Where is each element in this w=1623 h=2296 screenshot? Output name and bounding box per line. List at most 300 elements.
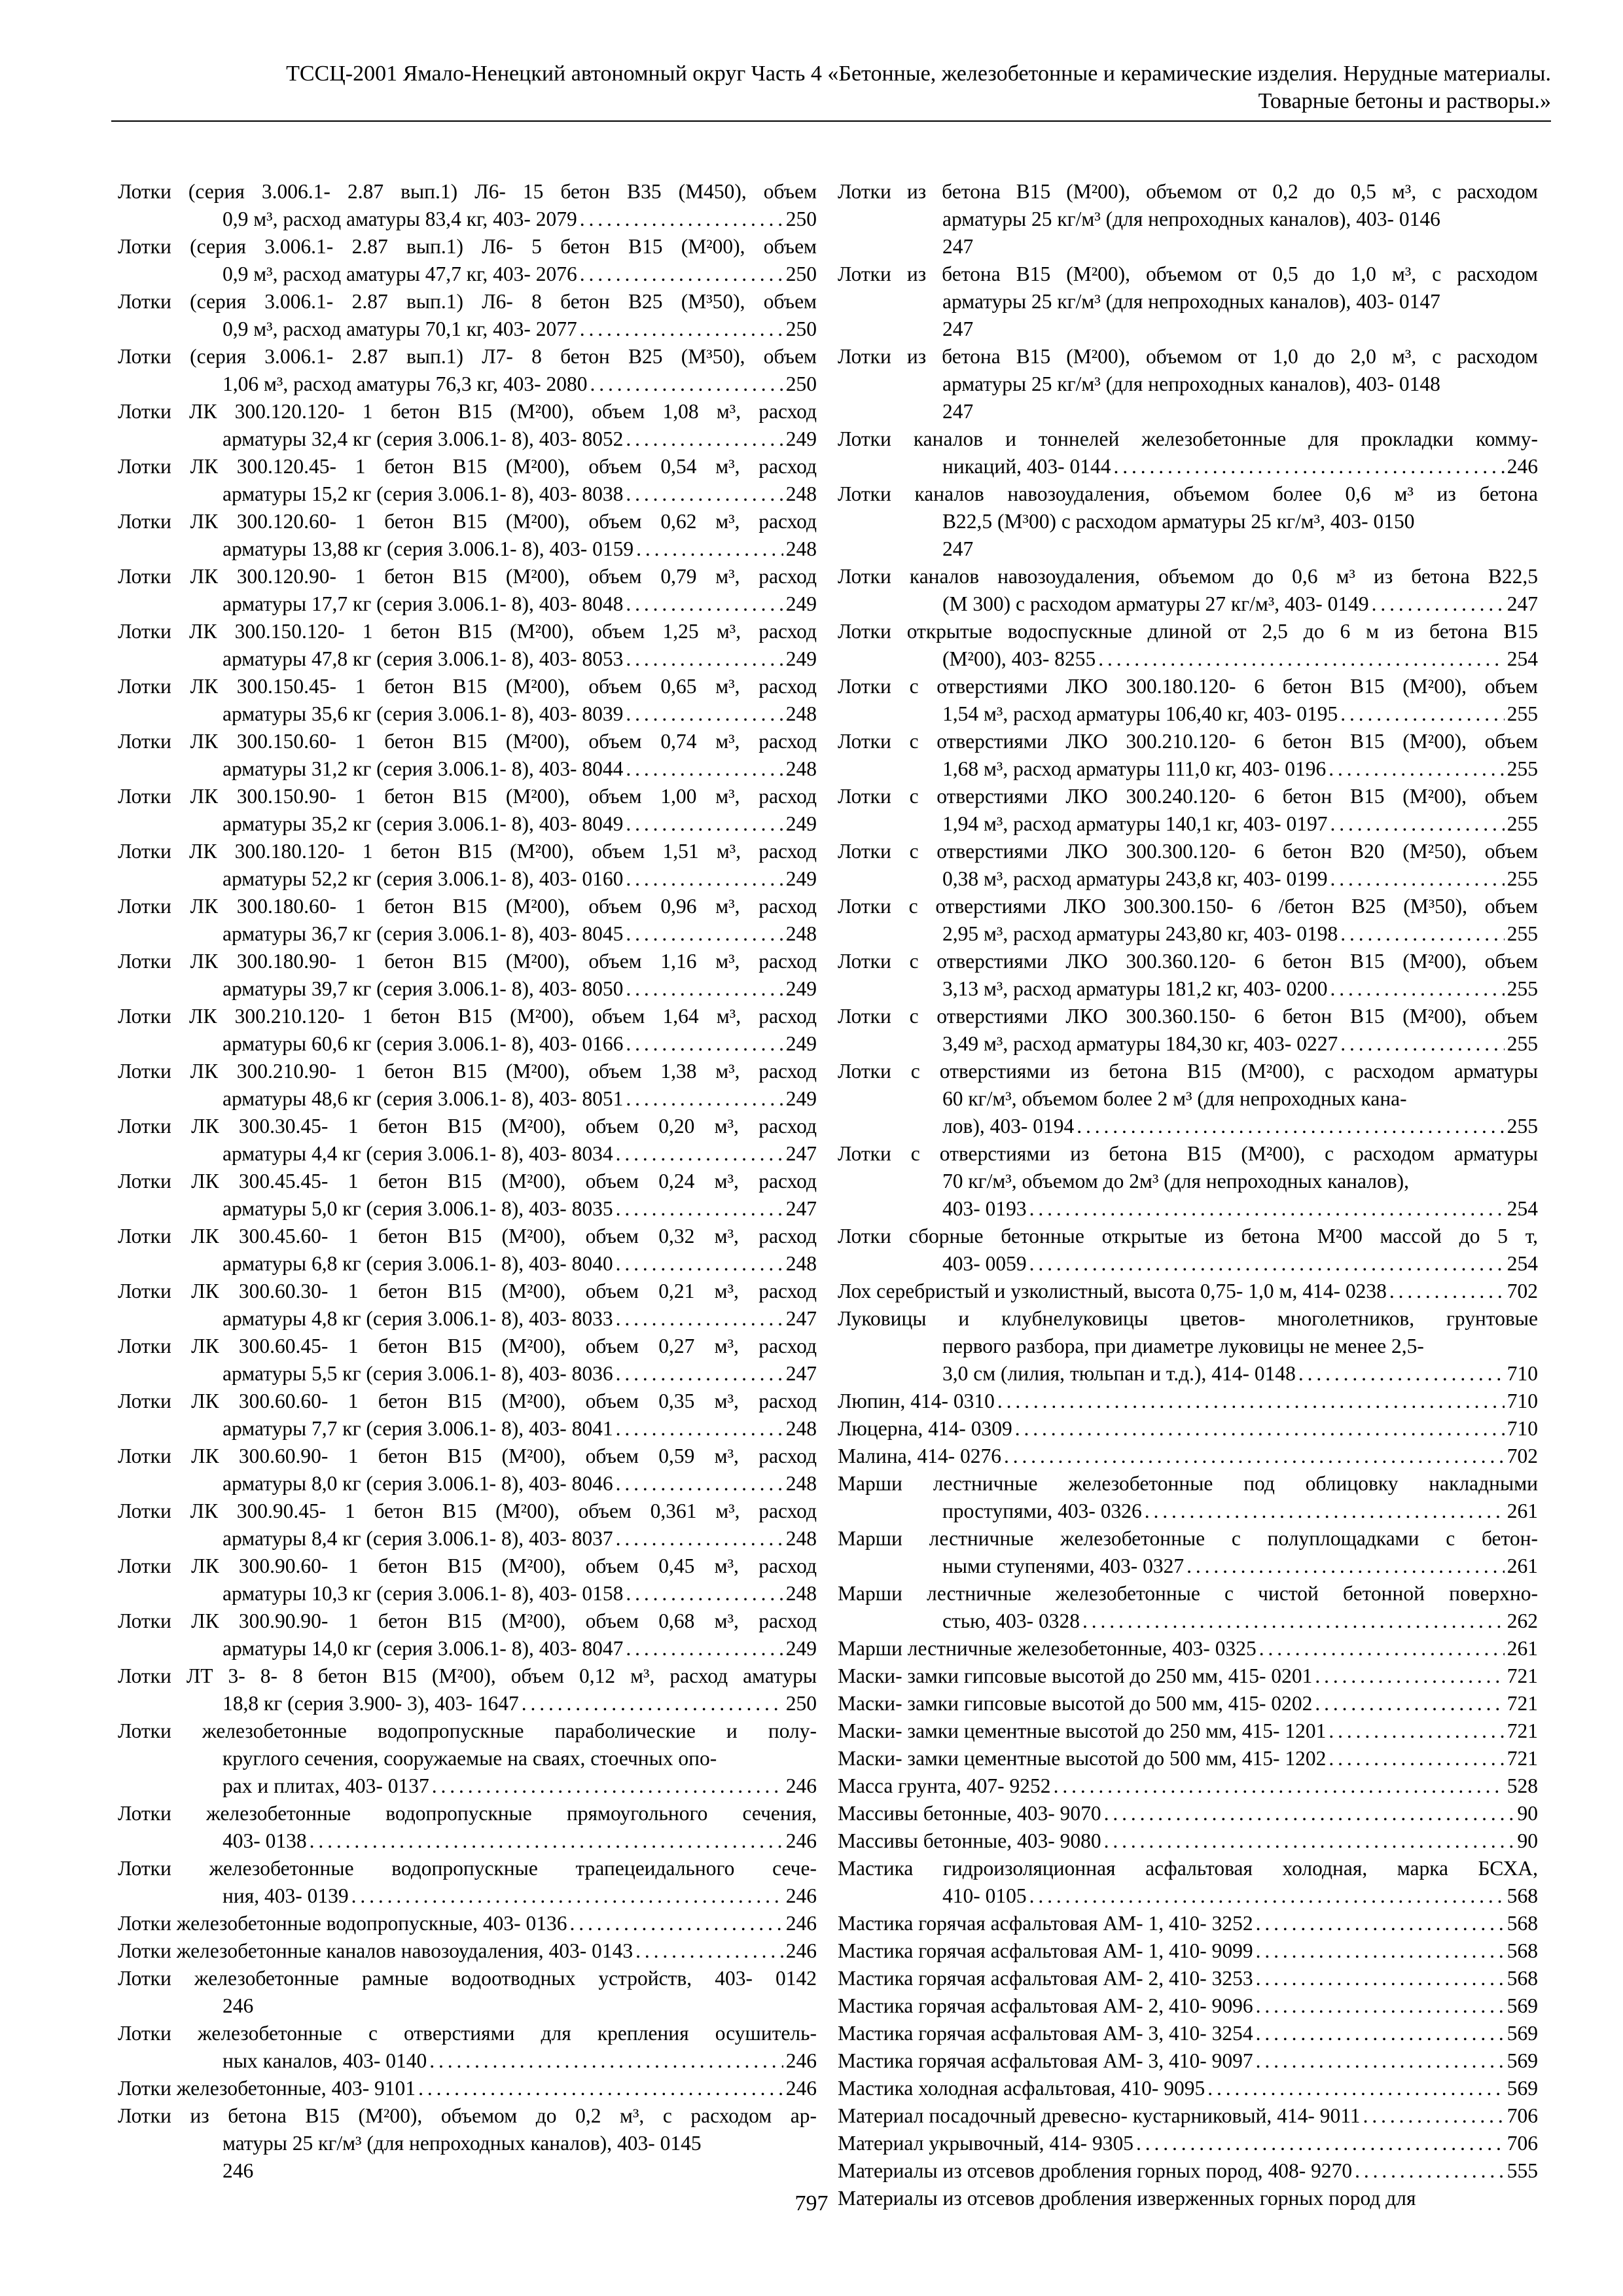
entry-continuation (118, 755, 817, 783)
entry-text: Лотки (серия 3.006.1- 2.87 вып.1) Л6- 15 бетон В35 (М450), объем (118, 180, 817, 203)
entry-page: 254 (1507, 1252, 1538, 1275)
entry-page: 568 (1507, 1967, 1538, 1990)
leader-dots (616, 1470, 783, 1498)
index-entry (838, 1772, 1538, 1800)
entry-page: 569 (1507, 2049, 1538, 2072)
leader-dots (1082, 1607, 1505, 1635)
entry-text: рах и плитах, 403- 0137 (223, 1774, 429, 1797)
entry-text: Лотки ЛК 300.60.90- 1 бетон В15 (М²00), объем 0,59 м³, расход (118, 1444, 817, 1467)
index-entry (118, 2020, 817, 2075)
leader-dots (626, 1635, 783, 1662)
entry-text: 0,9 м³, расход аматуры 47,7 кг, 403- 2076 (223, 262, 577, 285)
entry-text: 0,9 м³, расход аматуры 70,1 кг, 403- 2077 (223, 317, 577, 340)
leader-dots (626, 645, 783, 673)
entry-text: Мастика горячая асфальтовая АМ- 3, 410- 3254 (838, 2022, 1253, 2045)
entry-text: Лотки ЛК 300.60.30- 1 бетон В15 (М²00), объем 0,21 м³, расход (118, 1280, 817, 1302)
entry-text: арматуры 25 кг/м³ (для непроходных каналов), 403- 0146 (942, 207, 1440, 230)
entry-line (838, 1772, 1538, 1800)
entry-continuation (118, 315, 817, 343)
entry-text: Лотки каналов навозоудаления, объемом более 0,6 м³ из бетона (838, 482, 1538, 505)
entry-page: 261 (1507, 1499, 1538, 1522)
index-entry (118, 1552, 817, 1607)
index-entry (118, 398, 817, 453)
entry-text: Мастика горячая асфальтовая АМ- 3, 410- 9097 (838, 2049, 1253, 2072)
entry-text: (М²00), 403- 8255 (942, 647, 1096, 670)
leader-dots (616, 1250, 783, 1278)
entry-text: Лотки с отверстиями из бетона В15 (М²00), с расходом арматуры (838, 1142, 1538, 1165)
entry-page: 249 (785, 427, 817, 450)
entry-text: Лотки ЛК 300.210.120- 1 бетон В15 (М²00), объем 1,64 м³, расход (118, 1005, 817, 1028)
entry-text: Лотки сборные бетонные открытые из бетона М²00 массой до 5 т, (838, 1225, 1538, 1247)
entry-text: Лотки ЛК 300.90.45- 1 бетон В15 (М²00), объем 0,361 м³, расход (118, 1499, 817, 1522)
index-column-left (118, 178, 817, 2185)
entry-text: (М 300) с расходом арматуры 27 кг/м³, 403- 0149 (942, 592, 1369, 615)
entry-text: Лотки из бетона В15 (М²00), объемом от 0,2 до 0,5 м³, с расходом (838, 180, 1538, 203)
index-entry (118, 453, 817, 508)
entry-text: Маски- замки цементные высотой до 250 мм, 415- 1201 (838, 1719, 1327, 1742)
leader-dots (1256, 1910, 1505, 1937)
leader-dots (1315, 1662, 1504, 1690)
index-entry (838, 1443, 1538, 1470)
entry-page: 255 (1507, 1032, 1538, 1055)
entry-line (118, 1910, 817, 1937)
entry-text: Лотки с отверстиями ЛКО 300.300.120- 6 бетон В20 (М²50), объем (838, 840, 1538, 863)
entry-text: Маски- замки цементные высотой до 500 мм, 415- 1202 (838, 1747, 1327, 1770)
entry-text: 3,13 м³, расход арматуры 181,2 кг, 403- 0200 (942, 977, 1328, 1000)
entry-text: Лотки железобетонные, 403- 9101 (118, 2077, 416, 2100)
entry-page: 246 (785, 1939, 817, 1962)
entry-text: Лотки ЛК 300.120.45- 1 бетон В15 (М²00), объем 0,54 м³, расход (118, 455, 817, 478)
entry-continuation (118, 260, 817, 288)
entry-continuation (838, 508, 1538, 535)
entry-text: Лотки ЛК 300.180.60- 1 бетон В15 (М²00), объем 0,96 м³, расход (118, 895, 817, 918)
leader-dots (580, 315, 783, 343)
entry-page: 250 (785, 262, 817, 285)
entry-text: Лотки с отверстиями ЛКО 300.180.120- 6 бетон В15 (М²00), объем (838, 675, 1538, 698)
entry-page: 248 (785, 1527, 817, 1550)
leader-dots (626, 975, 783, 1003)
index-entry (838, 2047, 1538, 2075)
index-entry (838, 1690, 1538, 1717)
entry-line (838, 2047, 1538, 2075)
entry-text: Лотки ЛК 300.210.90- 1 бетон В15 (М²00), объем 1,38 м³, расход (118, 1060, 817, 1083)
entry-text: 0,38 м³, расход арматуры 243,8 кг, 403- 0199 (942, 867, 1328, 890)
entry-text: Лотки с отверстиями ЛКО 300.240.120- 6 бетон В15 (М²00), объем (838, 785, 1538, 808)
leader-dots (1329, 1745, 1504, 1772)
entry-page: 247 (1507, 592, 1538, 615)
entry-line (838, 1827, 1538, 1855)
entry-text: Лотки железобетонные каналов навозоудаления, 403- 0143 (118, 1939, 633, 1962)
entry-text: Лотки с отверстиями ЛКО 300.210.120- 6 бетон В15 (М²00), объем (838, 730, 1538, 753)
entry-text: Материалы из отсевов дробления горных пород, 408- 9270 (838, 2159, 1353, 2182)
entry-continuation (118, 1030, 817, 1058)
entry-continuation (838, 920, 1538, 948)
running-header (111, 60, 1551, 115)
entry-text: Лотки (серия 3.006.1- 2.87 вып.1) Л7- 8 бетон В25 (М³50), объем (118, 345, 817, 368)
entry-text: арматуры 35,2 кг (серия 3.006.1- 8), 403- 8049 (223, 812, 624, 835)
entry-text: арматуры 5,5 кг (серия 3.006.1- 8), 403- 8036 (223, 1362, 613, 1385)
index-entry (838, 618, 1538, 673)
leader-dots (626, 1085, 783, 1113)
entry-page: 248 (785, 537, 817, 560)
index-entry (838, 948, 1538, 1003)
entry-page: 247 (942, 400, 974, 423)
entry-text: Лотки ЛТ 3- 8- 8 бетон В15 (М²00), объем 0,12 м³, расход аматуры (118, 1664, 817, 1687)
entry-text: арматуры 36,7 кг (серия 3.006.1- 8), 403- 8045 (223, 922, 624, 945)
leader-dots (1340, 920, 1504, 948)
entry-text: Марши лестничные железобетонные с чистой бетонной поверхно- (838, 1582, 1538, 1605)
leader-dots (522, 1690, 783, 1717)
entry-text: арматуры 10,3 кг (серия 3.006.1- 8), 403- 0158 (223, 1582, 624, 1605)
entry-text: круглого сечения, сооружаемые на сваях, стоечных опо- (223, 1747, 717, 1770)
entry-continuation (118, 920, 817, 948)
leader-dots (635, 1937, 783, 1965)
index-entry (118, 1937, 817, 1965)
entry-page: 246 (785, 1829, 817, 1852)
index-entry (838, 1415, 1538, 1443)
entry-text: арматуры 32,4 кг (серия 3.006.1- 8), 403- 8052 (223, 427, 624, 450)
leader-dots (429, 2047, 783, 2075)
entry-text: В22,5 (М³00) с расходом арматуры 25 кг/м³, 403- 0150 (942, 510, 1415, 533)
index-entry (118, 343, 817, 398)
leader-dots (1256, 1965, 1505, 1992)
leader-dots (1330, 865, 1505, 893)
entry-continuation (838, 1085, 1538, 1113)
entry-page: 248 (785, 757, 817, 780)
entry-continuation (118, 2047, 817, 2075)
leader-dots (1077, 1113, 1505, 1140)
entry-continuation (118, 645, 817, 673)
entry-line (838, 1690, 1538, 1717)
entry-line (838, 1278, 1538, 1305)
entry-continuation (838, 645, 1538, 673)
index-entry (838, 343, 1538, 425)
leader-dots (1315, 1690, 1504, 1717)
entry-text: Люпин, 414- 0310 (838, 1390, 995, 1412)
entry-text: 1,94 м³, расход арматуры 140,1 кг, 403- 0197 (942, 812, 1328, 835)
entry-line (838, 1965, 1538, 1992)
entry-continuation (838, 865, 1538, 893)
entry-text: 0,9 м³, расход аматуры 83,4 кг, 403- 2079 (223, 207, 577, 230)
entry-page: 555 (1507, 2159, 1538, 2182)
entry-text: Малина, 414- 0276 (838, 1444, 1002, 1467)
entry-text: 403- 0193 (942, 1197, 1027, 1220)
leader-dots (626, 755, 783, 783)
entry-page: 528 (1507, 1774, 1538, 1797)
entry-page: 249 (785, 867, 817, 890)
index-entry (838, 1662, 1538, 1690)
entry-text: Лотки (серия 3.006.1- 2.87 вып.1) Л6- 8 бетон В25 (М³50), объем (118, 290, 817, 313)
entry-continuation (118, 865, 817, 893)
leader-dots (997, 1388, 1505, 1415)
entry-text: Материал укрывочный, 414- 9305 (838, 2132, 1134, 2155)
entry-text: 1,54 м³, расход арматуры 106,40 кг, 403- 0195 (942, 702, 1338, 725)
entry-text: арматуры 25 кг/м³ (для непроходных каналов), 403- 0148 (942, 372, 1440, 395)
entry-line (838, 2075, 1538, 2102)
entry-text: Лотки открытые водоспускные длиной от 2,5 до 6 м из бетона В15 (838, 620, 1538, 643)
entry-page: 247 (942, 317, 974, 340)
index-entry (838, 1965, 1538, 1992)
entry-text: Лотки железобетонные водопропускные трапецеидального сече- (118, 1857, 817, 1880)
entry-text: лов), 403- 0194 (942, 1115, 1075, 1138)
entry-line (838, 1992, 1538, 2020)
entry-text: Лотки железобетонные водопропускные, 403- 0136 (118, 1912, 567, 1935)
entry-text: Лотки с отверстиями ЛКО 300.300.150- 6 /бетон В25 (М³50), объем (838, 895, 1538, 918)
entry-page: 710 (1507, 1417, 1538, 1440)
leader-dots (580, 260, 783, 288)
index-entry (838, 1827, 1538, 1855)
entry-text: арматуры 47,8 кг (серия 3.006.1- 8), 403- 8053 (223, 647, 624, 670)
entry-page: 249 (785, 1032, 817, 1055)
entry-text: Лотки ЛК 300.90.90- 1 бетон В15 (М²00), объем 0,68 м³, расход (118, 1609, 817, 1632)
entry-page: 261 (1507, 1637, 1538, 1660)
entry-text: Массивы бетонные, 403- 9080 (838, 1829, 1101, 1852)
index-entry (838, 673, 1538, 728)
entry-text: Марши лестничные железобетонные с полуплощадками с бетон- (838, 1527, 1538, 1550)
entry-continuation (118, 370, 817, 398)
entry-page: 247 (785, 1197, 817, 1220)
entry-text: никаций, 403- 0144 (942, 455, 1111, 478)
entry-continuation (118, 590, 817, 618)
index-entry (838, 1525, 1538, 1580)
leader-dots (626, 700, 783, 728)
entry-text: 60 кг/м³, объемом более 2 м³ (для непроходных кана- (942, 1087, 1407, 1110)
entry-text: арматуры 35,6 кг (серия 3.006.1- 8), 403- 8039 (223, 702, 624, 725)
entry-page: 249 (785, 977, 817, 1000)
entry-continuation (118, 1195, 817, 1223)
leader-dots (1256, 1992, 1505, 2020)
entry-page: 246 (785, 1774, 817, 1797)
index-entry (118, 1965, 817, 2020)
index-entry (838, 1388, 1538, 1415)
entry-continuation (838, 1250, 1538, 1278)
entry-continuation (838, 1195, 1538, 1223)
leader-dots (1363, 2102, 1505, 2130)
leader-dots (1145, 1498, 1505, 1525)
entry-text: Лотки железобетонные с отверстиями для крепления осушитель- (118, 2022, 817, 2045)
entry-continuation (838, 288, 1538, 315)
entry-continuation (838, 1113, 1538, 1140)
entry-text: арматуры 13,88 кг (серия 3.006.1- 8), 403- 0159 (223, 537, 634, 560)
leader-dots (626, 590, 783, 618)
entry-page: 248 (785, 1252, 817, 1275)
entry-text: 1,68 м³, расход арматуры 111,0 кг, 403- 0196 (942, 757, 1327, 780)
entry-text: Лотки ЛК 300.180.120- 1 бетон В15 (М²00), объем 1,51 м³, расход (118, 840, 817, 863)
index-entry (838, 1470, 1538, 1525)
entry-page: 568 (1507, 1939, 1538, 1962)
entry-continuation (118, 1745, 817, 1772)
entry-text: арматуры 15,2 кг (серия 3.006.1- 8), 403- 8038 (223, 482, 624, 505)
leader-dots (1298, 1360, 1505, 1388)
index-entry (838, 260, 1538, 343)
index-entry (838, 1305, 1538, 1388)
entry-line (838, 2102, 1538, 2130)
entry-continuation (838, 1607, 1538, 1635)
entry-page: 249 (785, 1637, 817, 1660)
entry-page: 247 (785, 1307, 817, 1330)
entry-continuation (118, 1827, 817, 1855)
entry-text: Массивы бетонные, 403- 9070 (838, 1802, 1101, 1825)
index-entry (118, 1333, 817, 1388)
entry-text: Лотки ЛК 300.90.60- 1 бетон В15 (М²00), объем 0,45 м³, расход (118, 1554, 817, 1577)
entry-page: 248 (785, 922, 817, 945)
entry-page: 250 (785, 317, 817, 340)
index-entry (838, 2102, 1538, 2130)
leader-dots (432, 1772, 783, 1800)
entry-text: Лотки ЛК 300.180.90- 1 бетон В15 (М²00), объем 1,16 м³, расход (118, 950, 817, 973)
entry-continuation (838, 1552, 1538, 1580)
entry-line (838, 1635, 1538, 1662)
entry-line (838, 2157, 1538, 2185)
index-entry (838, 838, 1538, 893)
entry-continuation (118, 1580, 817, 1607)
entry-continuation (118, 1140, 817, 1168)
entry-page: 246 (223, 1994, 254, 2017)
entry-text: первого разбора, при диаметре луковицы не менее 2,5- (942, 1335, 1424, 1357)
entry-text: матуры 25 кг/м³ (для непроходных каналов), 403- 0145 (223, 2132, 702, 2155)
index-entry (838, 1745, 1538, 1772)
index-entry (838, 728, 1538, 783)
leader-dots (626, 1580, 783, 1607)
entry-text: Лотки ЛК 300.120.60- 1 бетон В15 (М²00), объем 0,62 м³, расход (118, 510, 817, 533)
entry-text: арматуры 17,7 кг (серия 3.006.1- 8), 403- 8048 (223, 592, 624, 615)
leader-dots (616, 1305, 783, 1333)
entry-text: 403- 0059 (942, 1252, 1027, 1275)
entry-page: 247 (942, 235, 974, 258)
entry-text: арматуры 4,4 кг (серия 3.006.1- 8), 403- 8034 (223, 1142, 613, 1165)
entry-continuation (118, 700, 817, 728)
entry-page: 702 (1507, 1444, 1538, 1467)
entry-page: 255 (1507, 702, 1538, 725)
entry-text: арматуры 52,2 кг (серия 3.006.1- 8), 403- 0160 (223, 867, 624, 890)
leader-dots (1256, 2020, 1505, 2047)
entry-text: арматуры 25 кг/м³ (для непроходных каналов), 403- 0147 (942, 290, 1440, 313)
leader-dots (418, 2075, 783, 2102)
entry-continuation (118, 1635, 817, 1662)
index-entry (118, 1003, 817, 1058)
leader-dots (1113, 453, 1504, 480)
entry-text: арматуры 31,2 кг (серия 3.006.1- 8), 403- 8044 (223, 757, 624, 780)
entry-text: арматуры 48,6 кг (серия 3.006.1- 8), 403- 8051 (223, 1087, 624, 1110)
index-entry (838, 2157, 1538, 2185)
entry-continuation (118, 1772, 817, 1800)
leader-dots (616, 1140, 783, 1168)
entry-continuation (118, 1525, 817, 1552)
index-entry (118, 893, 817, 948)
entry-page: 249 (785, 1087, 817, 1110)
entry-page: 721 (1507, 1719, 1538, 1742)
index-entry (838, 1223, 1538, 1278)
entry-text: Лотки каналов навозоудаления, объемом до 0,6 м³ из бетона В22,5 (838, 565, 1538, 588)
entry-continuation (838, 1168, 1538, 1195)
entry-page: 246 (785, 2077, 817, 2100)
entry-line (118, 1937, 817, 1965)
entry-page: 246 (223, 2159, 254, 2182)
entry-text: Маски- замки гипсовые высотой до 500 мм, 415- 0202 (838, 1692, 1313, 1715)
leader-dots (1329, 1717, 1504, 1745)
entry-page: 255 (1507, 922, 1538, 945)
index-entry (118, 1168, 817, 1223)
entry-text: Лотки железобетонные водопропускные параболические и полу- (118, 1719, 817, 1742)
entry-page: 246 (1507, 455, 1538, 478)
entry-page: 568 (1507, 1884, 1538, 1907)
index-entry (118, 1443, 817, 1498)
leader-dots (1259, 1635, 1505, 1662)
index-entry (118, 1910, 817, 1937)
index-entry (118, 1113, 817, 1168)
leader-dots (1256, 2047, 1505, 2075)
entry-line (838, 1415, 1538, 1443)
entry-text: Лотки из бетона В15 (М²00), объемом от 1,0 до 2,0 м³, с расходом (838, 345, 1538, 368)
index-entry (838, 2075, 1538, 2102)
index-entry (118, 563, 817, 618)
entry-page: 255 (1507, 1115, 1538, 1138)
entry-text: Лотки ЛК 300.120.120- 1 бетон В15 (М²00), объем 1,08 м³, расход (118, 400, 817, 423)
entry-continuation (118, 2130, 817, 2157)
leader-dots (1355, 2157, 1505, 2185)
entry-text: Лотки с отверстиями ЛКО 300.360.150- 6 бетон В15 (М²00), объем (838, 1005, 1538, 1028)
leader-dots (616, 1195, 783, 1223)
entry-line (838, 1910, 1538, 1937)
index-entry (118, 1278, 817, 1333)
leader-dots (1340, 700, 1504, 728)
entry-text: ния, 403- 0139 (223, 1884, 349, 1907)
entry-page: 246 (785, 1912, 817, 1935)
entry-page: 250 (785, 207, 817, 230)
index-entry (838, 893, 1538, 948)
entry-text: стью, 403- 0328 (942, 1609, 1080, 1632)
entry-text: Лотки из бетона В15 (М²00), объемом от 0,5 до 1,0 м³, с расходом (838, 262, 1538, 285)
index-entry (118, 1717, 817, 1800)
entry-page: 246 (785, 1884, 817, 1907)
index-entry (118, 1662, 817, 1717)
index-entry (838, 1717, 1538, 1745)
entry-line (838, 1745, 1538, 1772)
index-entry (118, 508, 817, 563)
index-entry (838, 1855, 1538, 1910)
index-entry (118, 1388, 817, 1443)
entry-page: 721 (1507, 1747, 1538, 1770)
leader-dots (580, 206, 783, 233)
leader-dots (1029, 1195, 1505, 1223)
entry-continuation (118, 425, 817, 453)
leader-dots (1015, 1415, 1505, 1443)
index-entry (838, 2020, 1538, 2047)
index-entry (838, 1003, 1538, 1058)
index-entry (118, 1223, 817, 1278)
entry-text: 18,8 кг (серия 3.900- 3), 403- 1647 (223, 1692, 519, 1715)
entry-page: 721 (1507, 1664, 1538, 1687)
leader-dots (616, 1415, 783, 1443)
page-number: 797 (794, 2191, 829, 2215)
entry-text: арматуры 4,8 кг (серия 3.006.1- 8), 403- 8033 (223, 1307, 613, 1330)
entry-line (838, 1662, 1538, 1690)
entry-page: 255 (1507, 757, 1538, 780)
entry-page: 254 (1507, 647, 1538, 670)
entry-page: 249 (785, 812, 817, 835)
entry-text: Люцерна, 414- 0309 (838, 1417, 1012, 1440)
leader-dots (590, 370, 783, 398)
entry-page: 250 (785, 372, 817, 395)
entry-page: 721 (1507, 1692, 1538, 1715)
entry-page: 255 (1507, 812, 1538, 835)
index-entry (118, 1607, 817, 1662)
leader-dots (569, 1910, 783, 1937)
index-entry (118, 1498, 817, 1552)
entry-continuation (118, 975, 817, 1003)
entry-text: Лотки ЛК 300.60.45- 1 бетон В15 (М²00), объем 0,27 м³, расход (118, 1335, 817, 1357)
entry-continuation (838, 1030, 1538, 1058)
